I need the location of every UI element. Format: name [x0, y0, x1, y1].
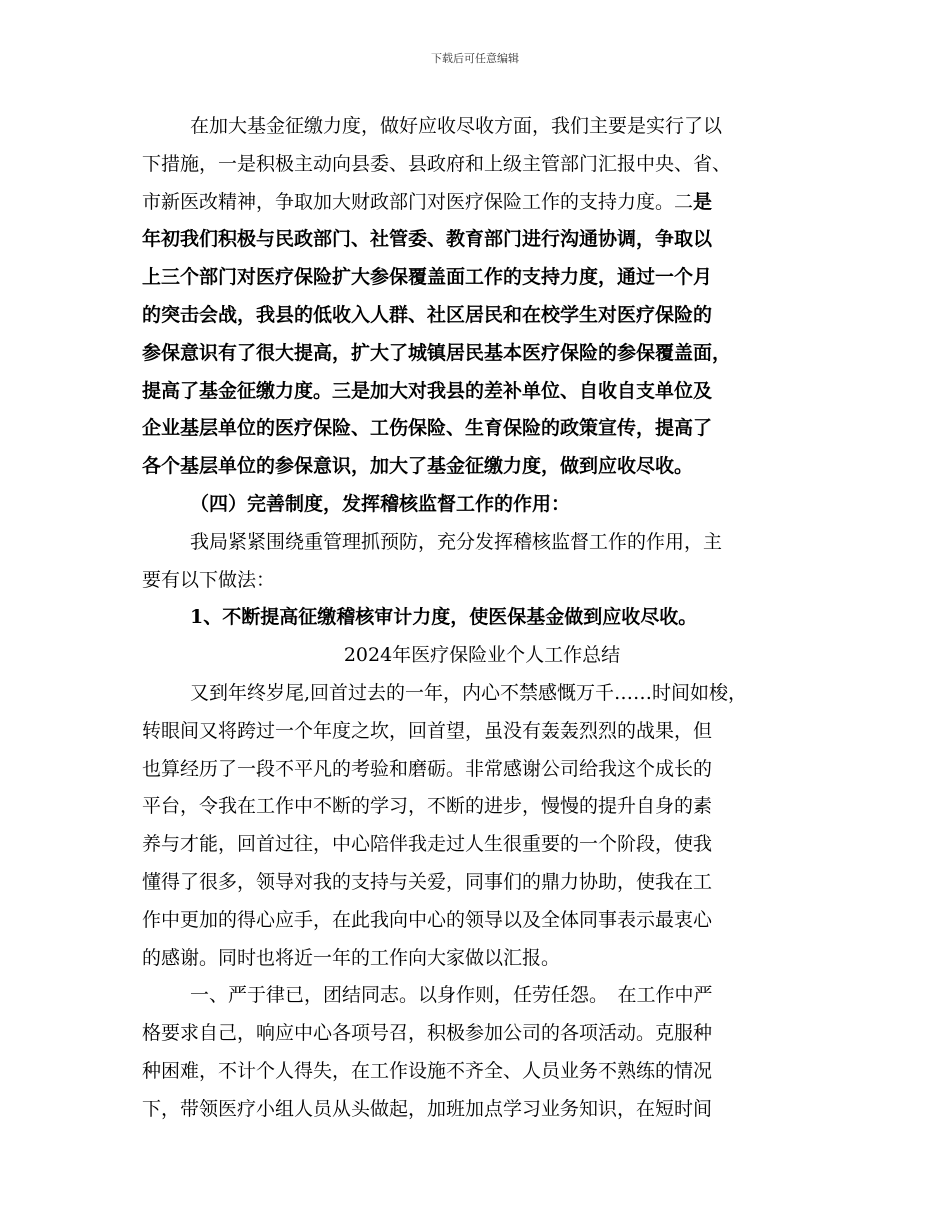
text-line: 各个基层单位的参保意识，加大了基金征缴力度，做到应收尽收。	[142, 455, 694, 478]
text-line: 种困难，不计个人得失，在工作设施不齐全、人员业务不熟练的情况	[142, 1059, 713, 1082]
text-line: 转眼间又将跨过一个年度之坎，回首望，虽没有轰轰烈烈的战果，但	[142, 719, 713, 742]
text-line: 提高了基金征缴力度。三是加大对我县的差补单位、自收自支单位及	[142, 379, 713, 402]
text-line: 作中更加的得心应手，在此我向中心的领导以及全体同事表示最衷心	[142, 908, 713, 931]
text-line: 懂得了很多，领导对我的支持与关爱，同事们的鼎力协助，使我在工	[142, 870, 713, 893]
text-line: 在加大基金征缴力度，做好应收尽收方面，我们主要是实行了以	[190, 115, 723, 137]
text-line: 企业基层单位的医疗保险、工伤保险、生育保险的政策宣传，提高了	[142, 417, 713, 440]
text-line: 年初我们积极与民政部门、社管委、教育部门进行沟通协调，争取以	[142, 228, 713, 251]
text-line: 的感谢。同时也将近一年的工作向大家做以汇报。	[142, 946, 561, 969]
text-line: （四）完善制度，发挥稽核监督工作的作用：	[190, 492, 571, 515]
text-line: 的突击会战，我县的低收入人群、社区居民和在校学生对医疗保险的	[142, 303, 713, 326]
text-line: 一、严于律已，团结同志。以身作则，任劳任怨。 在工作中严	[190, 984, 713, 1007]
text-line: 市新医改精神，争取加大财政部门对医疗保险工作的支持力度。二是	[142, 190, 713, 213]
text-line: 养与才能，回首过往，中心陪伴我走过人生很重要的一个阶段，使我	[142, 833, 713, 856]
text-line: 我局紧紧围绕重管理抓预防，充分发挥稽核监督工作的作用，主	[190, 530, 723, 553]
text-line: 上三个部门对医疗保险扩大参保覆盖面工作的支持力度，通过一个月	[142, 266, 713, 289]
text-line: 又到年终岁尾,回首过去的一年，内心不禁感慨万千……时间如梭，	[190, 681, 748, 704]
page-header: 下载后可任意编辑	[431, 52, 519, 65]
text-line: 参保意识有了很大提高，扩大了城镇居民基本医疗保险的参保覆盖面，	[142, 341, 732, 364]
text-line: 下措施，一是积极主动向县委、县政府和上级主管部门汇报中央、省、	[142, 152, 732, 175]
document-body	[142, 108, 822, 1129]
text-line: 要有以下做法：	[142, 568, 276, 591]
section-title: 2024年医疗保险业个人工作总结	[343, 644, 621, 667]
text-line: 也算经历了一段不平凡的考验和磨砺。非常感谢公司给我这个成长的	[142, 757, 713, 780]
text-line: 1、不断提高征缴稽核审计力度，使医保基金做到应收尽收。	[190, 606, 698, 629]
text-line: 平台，令我在工作中不断的学习，不断的进步，慢慢的提升自身的素	[142, 795, 713, 818]
text-line: 下，带领医疗小组人员从头做起，加班加点学习业务知识，在短时间	[142, 1097, 713, 1120]
text-line: 格要求自己，响应中心各项号召，积极参加公司的各项活动。克服种	[142, 1022, 713, 1045]
